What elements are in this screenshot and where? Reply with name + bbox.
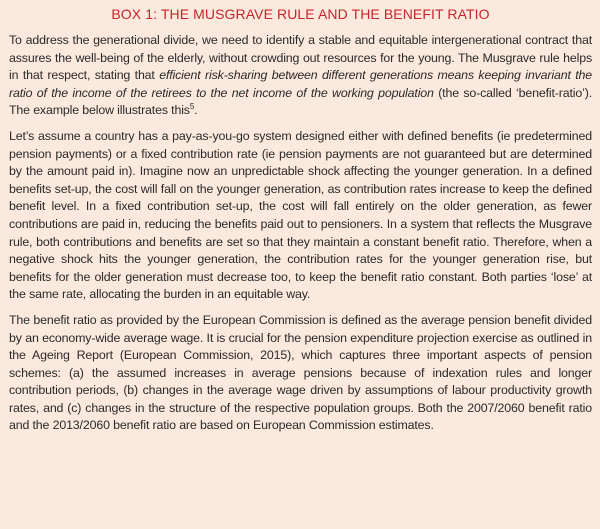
footnote-ref[interactable]: 5	[189, 102, 195, 112]
example-paragraph: Let’s assume a country has a pay-as-you-go system designed either with defined benefits (ie predetermined pension payments) or a fixed contribution rate (ie pension payments are not guaranteed but are determined by the amount paid in). Imagine now an unpredictable shock affecting the younger generation. In a defined benefits set-up, the cost will fall on the younger generation, as contribution rates increase to keep the defined benefit level. In a fixed contribution set-up, the cost will fall entirely on the older generation, as fewer contributions are paid in, reducing the benefits paid out to pensioners. In a system that reflects the Musgrave rule, both contributions and benefits are set so that they maintain a constant benefit ratio. Therefore, when a negative shock hits the younger generation, the contribution rates for the younger generation rise, but benefits for the older generation must decrease too, to keep the benefit ratio constant. Both parties ‘lose’ at the same rate, allocating the burden in an equitable way.	[9, 128, 592, 302]
benefit-ratio-paragraph: The benefit ratio as provided by the European Commission is defined as the average pension benefit divided by an economy-wide average wage. It is crucial for the pension expenditure projection exercise as outlined in the Ageing Report (European Commission, 2015), which captures three important aspects of pension schemes: (a) the assumed increases in average pensions because of indexation rules and longer contribution periods, (b) changes in the average wage driven by assumptions of labour productivity growth rates, and (c) changes in the structure of the respective population groups. Both the 2007/2060 benefit ratio and the 2013/2060 benefit ratio are based on European Commission estimates.	[9, 312, 592, 433]
box-title: BOX 1: THE MUSGRAVE RULE AND THE BENEFIT RATIO	[111, 6, 490, 22]
intro-text: To address the generational divide, we need to identify a stable and equitable intergenerational contract that assures the well-being of the elderly, without crowding out resources for the young. The Musgrave rule helps in that respect, stating that	[9, 33, 592, 83]
intro-outro-text: (the so-called ‘benefit-ratio’). The example below illustrates this	[9, 85, 592, 118]
musgrave-rule-definition: efficient risk-sharing between different generations means keeping invariant the ratio of the income of the retirees to the net income of the working population	[9, 68, 592, 100]
intro-end: .	[194, 103, 198, 118]
intro-paragraph	[9, 32, 592, 120]
